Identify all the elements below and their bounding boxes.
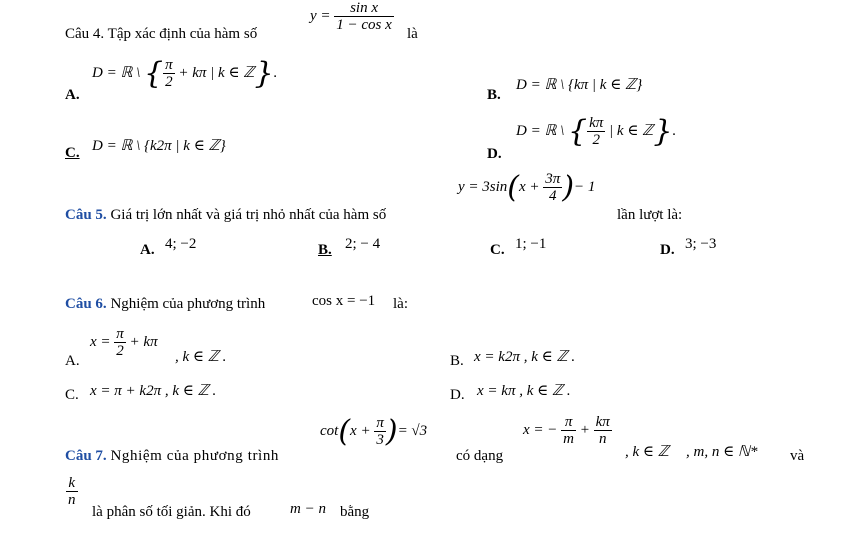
q5-label: Câu 5. [65,207,107,223]
q6-option-a-label[interactable]: A. [65,353,80,369]
q7-equation: cot(x + $\frac{\pi}{3}$ )= √3 [320,414,428,449]
q6-tail: là: [393,296,408,312]
q4-function: y = $\frac{\text{sin x}}{\text{1 − cos x}}$ [310,0,392,33]
q5-option-c-value: 1; −1 [515,236,547,252]
q5-option-a-value: 4; −2 [165,236,197,252]
q6-label: Câu 6. [65,296,107,312]
q6-option-d-label[interactable]: D. [450,387,465,403]
q6-option-d-expr: x = kπ , k ∈ ℤ . [477,383,571,399]
q6-option-c-expr: x = π + k2π , k ∈ ℤ . [90,383,217,399]
q6-text: Nghiệm của phương trình [110,296,266,312]
q4-option-c-label[interactable]: C. [65,145,80,161]
q5-option-a-label[interactable]: A. [140,242,155,258]
q5-text: Giá trị lớn nhất và giá trị nhỏ nhất của hàm số [110,207,387,223]
q5-option-c-label[interactable]: C. [490,242,505,258]
q6-option-a-expr: x = $\frac{\pi}{2}$ + kπ [90,326,158,359]
q4-label: Câu 4. [65,26,105,42]
q7-mid: có dạng [456,448,504,464]
q4-header [65,26,257,43]
q4-option-c-expr: D = ℝ \ {k2π | k ∈ ℤ} [92,138,226,154]
q4-option-b-label[interactable]: B. [487,87,501,103]
q7-line2: là phân số tối giản. Khi đó [92,504,251,520]
q6-option-b-label[interactable]: B. [450,353,464,369]
q4-option-b-expr: D = ℝ \ {kπ | k ∈ ℤ} [516,77,643,93]
q6-equation: cos x = −1 [312,293,376,309]
q5-header [65,207,386,224]
q7-cond-k: , k ∈ ℤ [625,444,669,460]
q4-option-d-expr: D = ℝ \ { $\frac{k\pi}{2}$ | k ∈ ℤ}. [516,114,677,149]
q7-text: Nghiệm của phương trình [110,448,280,464]
q7-fraction-kn: $\frac{k}{n}$ [68,475,76,508]
q6-option-a-cond: , k ∈ ℤ . [175,349,227,365]
q6-option-c-label[interactable]: C. [65,387,79,403]
q5-option-d-label[interactable]: D. [660,242,675,258]
q4-option-d-label[interactable]: D. [487,146,502,162]
q5-tail: lần lượt là: [617,207,683,223]
q7-cond-mn: , m, n ∈ ℕ* [686,444,758,460]
q7-header [65,448,279,465]
q6-header [65,296,265,313]
q7-label: Câu 7. [65,448,107,464]
q4-text: Tập xác định của hàm số [107,26,258,42]
q7-solution: x = − $\frac{\pi}{m}$ + $\frac{k\pi}{n}$ [523,414,610,447]
q7-and: và [790,448,805,464]
q5-option-b-label[interactable]: B. [318,242,332,258]
q5-option-b-value: 2; − 4 [345,236,381,252]
q4-option-a-label[interactable]: A. [65,87,80,103]
q6-option-b-expr: x = k2π , k ∈ ℤ . [474,349,576,365]
q5-option-d-value: 3; −3 [685,236,717,252]
q4-tail: là [407,26,418,42]
q4-option-a-expr: D = ℝ \ { $\frac{\pi}{2}$ + kπ | k ∈ ℤ}. [92,56,278,91]
q7-end: bằng [340,504,370,520]
q7-expression: m − n [290,501,326,517]
q5-function: y = 3sin(x + $\frac{3\pi}{4}$ )− 1 [458,170,596,205]
